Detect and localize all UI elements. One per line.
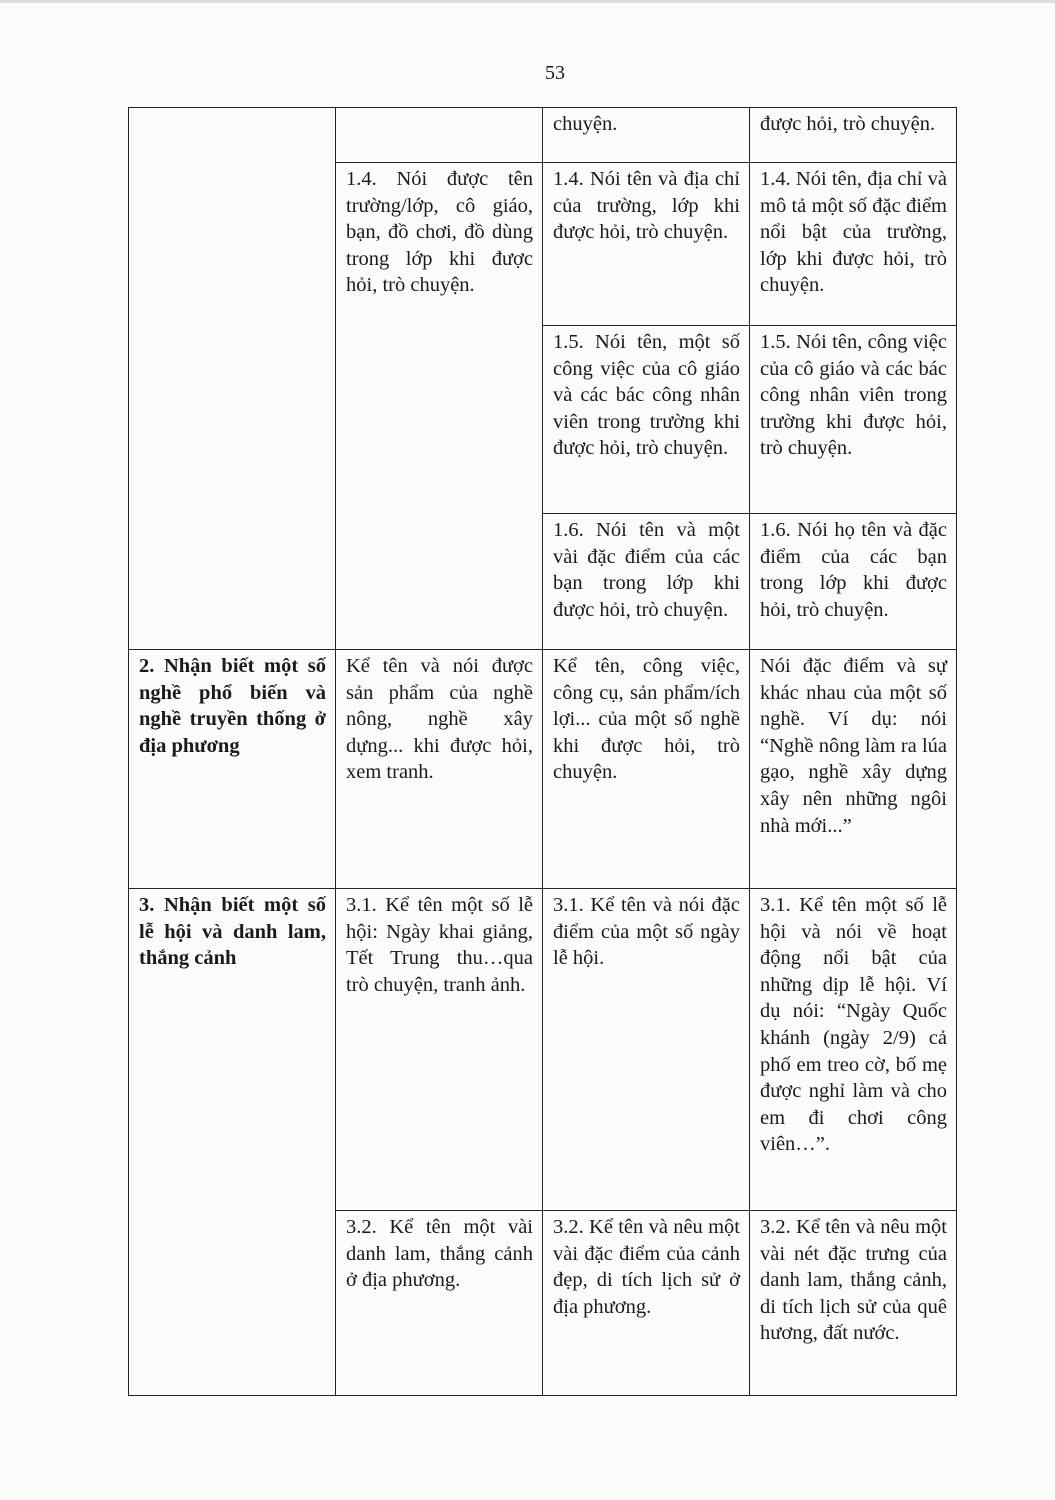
curriculum-table [128, 107, 957, 1396]
table-row [129, 889, 957, 1211]
table-row [129, 108, 957, 163]
age-5-6-cell: 3.2. Kể tên và nêu một vài nét đặc trưng của danh lam, thắng cảnh, di tích lịch sử của quê hương, đất nước. [750, 1211, 957, 1396]
age-5-6-cell: 1.4. Nói tên, địa chỉ và mô tả một số đặc điểm nổi bật của trường, lớp khi được hỏi, trò chuyện. [750, 163, 957, 326]
age-5-6-cell: 1.6. Nói họ tên và đặc điểm của các bạn trong lớp khi được hỏi, trò chuyện. [750, 514, 957, 650]
age-3-4-cell: 1.4. Nói được tên trường/lớp, cô giáo, bạn, đồ chơi, đồ dùng trong lớp khi được hỏi, trò chuyện. [336, 163, 543, 650]
age-4-5-cell: chuyện. [543, 108, 750, 163]
age-3-4-cell [336, 108, 543, 163]
scan-top-edge [0, 0, 1055, 3]
age-5-6-cell: được hỏi, trò chuyện. [750, 108, 957, 163]
age-5-6-cell: Nói đặc điểm và sự khác nhau của một số nghề. Ví dụ: nói “Nghề nông làm ra lúa gạo, nghề xây dựng xây nên những ngôi nhà mới...” [750, 650, 957, 889]
age-5-6-cell: 1.5. Nói tên, công việc của cô giáo và các bác công nhân viên trong trường khi được hỏi, trò chuyện. [750, 326, 957, 514]
table-row [129, 650, 957, 889]
age-4-5-cell: Kể tên, công việc, công cụ, sản phẩm/ích lợi... của một số nghề khi được hỏi, trò chuyện. [543, 650, 750, 889]
age-5-6-cell: 3.1. Kể tên một số lễ hội và nói về hoạt động nổi bật của những dịp lễ hội. Ví dụ nói: “Ngày Quốc khánh (ngày 2/9) cả phố em treo cờ, bố mẹ được nghỉ làm và cho em đi chơi công viên…”. [750, 889, 957, 1211]
age-4-5-cell: 3.2. Kể tên và nêu một vài đặc điểm của cảnh đẹp, di tích lịch sử ở địa phương. [543, 1211, 750, 1396]
age-3-4-cell: Kể tên và nói được sản phẩm của nghề nông, nghề xây dựng... khi được hỏi, xem tranh. [336, 650, 543, 889]
age-3-4-cell: 3.1. Kể tên một số lễ hội: Ngày khai giảng, Tết Trung thu…qua trò chuyện, tranh ảnh. [336, 889, 543, 1211]
age-3-4-cell: 3.2. Kể tên một vài danh lam, thắng cảnh ở địa phương. [336, 1211, 543, 1396]
age-4-5-cell: 1.4. Nói tên và địa chỉ của trường, lớp khi được hỏi, trò chuyện. [543, 163, 750, 326]
age-4-5-cell: 3.1. Kể tên và nói đặc điểm của một số ngày lễ hội. [543, 889, 750, 1211]
age-4-5-cell: 1.5. Nói tên, một số công việc của cô giáo và các bác công nhân viên trong trường khi được hỏi, trò chuyện. [543, 326, 750, 514]
criterion-cell: 3. Nhận biết một số lễ hội và danh lam, thắng cảnh [129, 889, 336, 1396]
criterion-cell: 2. Nhận biết một số nghề phổ biến và nghề truyền thống ở địa phương [129, 650, 336, 889]
page-number: 53 [545, 62, 565, 84]
criterion-cell [129, 108, 336, 650]
age-4-5-cell: 1.6. Nói tên và một vài đặc điểm của các bạn trong lớp khi được hỏi, trò chuyện. [543, 514, 750, 650]
